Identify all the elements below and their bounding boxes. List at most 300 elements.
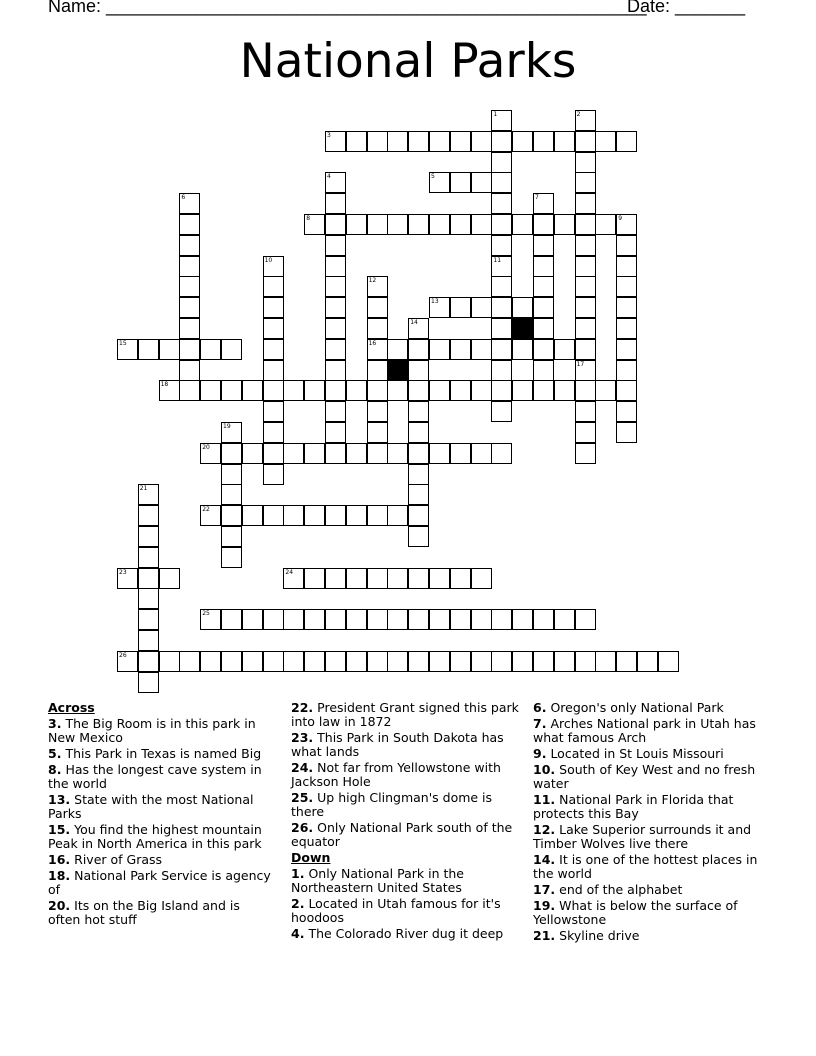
crossword-cell[interactable] bbox=[304, 380, 325, 401]
crossword-cell[interactable] bbox=[179, 360, 200, 381]
crossword-cell[interactable] bbox=[408, 464, 429, 485]
crossword-cell[interactable] bbox=[471, 651, 492, 672]
crossword-cell[interactable] bbox=[575, 297, 596, 318]
crossword-cell[interactable] bbox=[575, 131, 596, 152]
crossword-cell[interactable] bbox=[387, 443, 408, 464]
crossword-cell[interactable] bbox=[221, 651, 242, 672]
crossword-cell[interactable] bbox=[616, 339, 637, 360]
crossword-cell[interactable] bbox=[263, 297, 284, 318]
crossword-cell[interactable] bbox=[242, 651, 263, 672]
crossword-cell[interactable] bbox=[491, 256, 512, 277]
crossword-cell[interactable] bbox=[387, 568, 408, 589]
crossword-cell[interactable] bbox=[325, 131, 346, 152]
crossword-cell[interactable] bbox=[575, 235, 596, 256]
crossword-cell[interactable] bbox=[159, 568, 180, 589]
crossword-cell[interactable] bbox=[471, 172, 492, 193]
crossword-cell[interactable] bbox=[491, 110, 512, 131]
crossword-cell[interactable] bbox=[429, 131, 450, 152]
crossword-cell[interactable] bbox=[325, 380, 346, 401]
crossword-cell[interactable] bbox=[387, 651, 408, 672]
clue-across-26: 26. Only National Park south of the equator bbox=[291, 820, 513, 849]
clue-down-11: 11. National Park in Florida that protects this Bay bbox=[533, 792, 734, 821]
clue-number: 4 bbox=[327, 173, 331, 181]
clue-across-20: 20. Its on the Big Island and is often hot stuff bbox=[48, 898, 240, 927]
crossword-cell[interactable] bbox=[616, 380, 637, 401]
crossword-cell[interactable] bbox=[533, 380, 554, 401]
crossword-cell[interactable] bbox=[304, 214, 325, 235]
crossword-cell[interactable] bbox=[263, 339, 284, 360]
crossword-cell[interactable] bbox=[263, 401, 284, 422]
crossword-cell[interactable] bbox=[304, 568, 325, 589]
crossword-cell[interactable] bbox=[575, 152, 596, 173]
crossword-cell[interactable] bbox=[221, 422, 242, 443]
crossword-cell[interactable] bbox=[200, 380, 221, 401]
crossword-cell[interactable] bbox=[346, 214, 367, 235]
crossword-cell[interactable] bbox=[325, 443, 346, 464]
clue-across-8: 8. Has the longest cave system in the world bbox=[48, 762, 262, 791]
name-line[interactable]: Name: ______________________________________________________ bbox=[48, 0, 647, 16]
clue-across-15: 15. You find the highest mountain Peak in North America in this park bbox=[48, 822, 262, 851]
crossword-cell[interactable] bbox=[533, 193, 554, 214]
crossword-cell[interactable] bbox=[221, 526, 242, 547]
crossword-cell[interactable] bbox=[595, 214, 616, 235]
crossword-cell[interactable] bbox=[408, 484, 429, 505]
crossword-cell[interactable] bbox=[491, 401, 512, 422]
crossword-cell[interactable] bbox=[159, 380, 180, 401]
crossword-cell[interactable] bbox=[283, 609, 304, 630]
crossword-cell[interactable] bbox=[616, 276, 637, 297]
crossword-cell[interactable] bbox=[325, 193, 346, 214]
crossword-cell[interactable] bbox=[283, 568, 304, 589]
crossword-cell[interactable] bbox=[200, 339, 221, 360]
clue-down-12: 12. Lake Superior surrounds it and Timber Wolves live there bbox=[533, 822, 752, 851]
crossword-cell[interactable] bbox=[533, 318, 554, 339]
crossword-cell[interactable] bbox=[263, 276, 284, 297]
crossword-cell[interactable] bbox=[554, 380, 575, 401]
crossword-cell[interactable] bbox=[533, 256, 554, 277]
crossword-cell[interactable] bbox=[512, 609, 533, 630]
crossword-cell[interactable] bbox=[325, 422, 346, 443]
crossword-cell[interactable] bbox=[138, 609, 159, 630]
crossword-cell[interactable] bbox=[491, 235, 512, 256]
crossword-cell[interactable] bbox=[408, 568, 429, 589]
crossword-cell[interactable] bbox=[304, 443, 325, 464]
crossword-cell[interactable] bbox=[367, 318, 388, 339]
clue-number: 12 bbox=[368, 277, 377, 285]
crossword-cell[interactable] bbox=[325, 214, 346, 235]
crossword-cell[interactable] bbox=[159, 339, 180, 360]
crossword-cell[interactable] bbox=[325, 505, 346, 526]
clue-number: 15 bbox=[119, 339, 127, 347]
crossword-cell[interactable] bbox=[408, 505, 429, 526]
crossword-cell[interactable] bbox=[554, 214, 575, 235]
crossword-cell[interactable] bbox=[367, 422, 388, 443]
crossword-cell[interactable] bbox=[575, 172, 596, 193]
crossword-cell[interactable] bbox=[512, 339, 533, 360]
crossword-cell[interactable] bbox=[179, 339, 200, 360]
crossword-cell[interactable] bbox=[325, 339, 346, 360]
crossword-cell[interactable] bbox=[533, 651, 554, 672]
crossword-cell[interactable] bbox=[616, 651, 637, 672]
crossword-cell[interactable] bbox=[512, 297, 533, 318]
crossword-cell[interactable] bbox=[533, 297, 554, 318]
crossword-cell[interactable] bbox=[325, 318, 346, 339]
clue-number: 8 bbox=[306, 215, 311, 222]
crossword-cell[interactable] bbox=[138, 505, 159, 526]
crossword-cell[interactable] bbox=[408, 318, 429, 339]
crossword-cell[interactable] bbox=[138, 588, 159, 609]
crossword-cell[interactable] bbox=[575, 443, 596, 464]
crossword-cell[interactable] bbox=[575, 609, 596, 630]
crossword-cell[interactable] bbox=[450, 172, 471, 193]
crossword-cell[interactable] bbox=[242, 443, 263, 464]
clue-down-21: 21. Skyline drive bbox=[533, 928, 640, 943]
crossword-cell[interactable] bbox=[325, 297, 346, 318]
crossword-cell[interactable] bbox=[408, 380, 429, 401]
crossword-cell[interactable] bbox=[533, 609, 554, 630]
crossword-cell[interactable] bbox=[263, 256, 284, 277]
crossword-cell[interactable] bbox=[575, 422, 596, 443]
crossword-cell[interactable] bbox=[616, 297, 637, 318]
crossword-cell[interactable] bbox=[179, 235, 200, 256]
crossword-cell[interactable] bbox=[138, 547, 159, 568]
crossword-cell[interactable] bbox=[263, 380, 284, 401]
crossword-cell[interactable] bbox=[179, 256, 200, 277]
crossword-cell[interactable] bbox=[533, 131, 554, 152]
crossword-cell[interactable] bbox=[367, 443, 388, 464]
crossword-cell[interactable] bbox=[367, 339, 388, 360]
crossword-cell[interactable] bbox=[450, 339, 471, 360]
crossword-cell[interactable] bbox=[554, 339, 575, 360]
crossword-cell[interactable] bbox=[491, 443, 512, 464]
crossword-cell[interactable] bbox=[408, 443, 429, 464]
crossword-cell[interactable] bbox=[179, 651, 200, 672]
clue-down-4: 4. The Colorado River dug it deep bbox=[291, 926, 504, 941]
crossword-cell[interactable] bbox=[429, 568, 450, 589]
clue-down-6: 6. Oregon's only National Park bbox=[533, 700, 724, 715]
crossword-cell[interactable] bbox=[491, 380, 512, 401]
clue-column-1 bbox=[48, 700, 273, 929]
crossword-cell[interactable] bbox=[200, 651, 221, 672]
crossword-cell[interactable] bbox=[512, 651, 533, 672]
crossword-cell[interactable] bbox=[263, 651, 284, 672]
crossword-cell[interactable] bbox=[117, 568, 138, 589]
crossword-cell[interactable] bbox=[491, 172, 512, 193]
crossword-cell[interactable] bbox=[179, 276, 200, 297]
crossword-cell[interactable] bbox=[346, 609, 367, 630]
crossword-cell[interactable] bbox=[616, 401, 637, 422]
crossword-cell[interactable] bbox=[367, 401, 388, 422]
crossword-cell[interactable] bbox=[221, 339, 242, 360]
crossword-cell[interactable] bbox=[408, 360, 429, 381]
crossword-cell[interactable] bbox=[491, 276, 512, 297]
crossword-cell[interactable] bbox=[325, 609, 346, 630]
clue-number: 3 bbox=[327, 131, 331, 139]
crossword-cell[interactable] bbox=[491, 131, 512, 152]
crossword-cell[interactable] bbox=[450, 443, 471, 464]
crossword-cell[interactable] bbox=[179, 193, 200, 214]
crossword-cell[interactable] bbox=[575, 214, 596, 235]
crossword-cell[interactable] bbox=[325, 276, 346, 297]
crossword-cell[interactable] bbox=[117, 651, 138, 672]
crossword-cell[interactable] bbox=[304, 505, 325, 526]
crossword-cell[interactable] bbox=[283, 505, 304, 526]
crossword-cell[interactable] bbox=[367, 360, 388, 381]
crossword-cell[interactable] bbox=[138, 484, 159, 505]
crossword-cell[interactable] bbox=[387, 131, 408, 152]
clue-across-5: 5. This Park in Texas is named Big bbox=[48, 746, 262, 761]
crossword-cell[interactable] bbox=[429, 297, 450, 318]
crossword-cell[interactable] bbox=[138, 526, 159, 547]
crossword-cell[interactable] bbox=[408, 609, 429, 630]
crossword-cell[interactable] bbox=[450, 214, 471, 235]
crossword-cell[interactable] bbox=[575, 401, 596, 422]
crossword-cell[interactable] bbox=[429, 214, 450, 235]
crossword-cell[interactable] bbox=[471, 339, 492, 360]
crossword-cell[interactable] bbox=[117, 339, 138, 360]
crossword-cell[interactable] bbox=[491, 152, 512, 173]
down-heading: Down bbox=[291, 850, 331, 865]
crossword-cell[interactable] bbox=[554, 131, 575, 152]
crossword-cell[interactable] bbox=[575, 256, 596, 277]
crossword-cell[interactable] bbox=[221, 547, 242, 568]
clue-number: 21 bbox=[139, 485, 148, 493]
clue-down-14: 14. It is one of the hottest places in the world bbox=[533, 852, 758, 881]
crossword-cell[interactable] bbox=[408, 339, 429, 360]
clue-number: 25 bbox=[202, 610, 210, 618]
crossword-cell[interactable] bbox=[450, 609, 471, 630]
crossword-cell[interactable] bbox=[595, 651, 616, 672]
crossword-cell[interactable] bbox=[491, 339, 512, 360]
clue-down-19: 19. What is below the surface of Yellowstone bbox=[533, 898, 738, 927]
clue-down-9: 9. Located in St Louis Missouri bbox=[533, 746, 724, 761]
crossword-cell[interactable] bbox=[429, 609, 450, 630]
crossword-cell[interactable] bbox=[533, 214, 554, 235]
crossword-cell[interactable] bbox=[138, 672, 159, 693]
crossword-cell[interactable] bbox=[575, 276, 596, 297]
crossword-cell[interactable] bbox=[346, 505, 367, 526]
crossword-cell[interactable] bbox=[325, 568, 346, 589]
clue-down-1: 1. Only National Park in the Northeastern United States bbox=[291, 866, 464, 895]
crossword-cell[interactable] bbox=[637, 651, 658, 672]
crossword-cell[interactable] bbox=[325, 256, 346, 277]
clue-number: 2 bbox=[576, 111, 581, 118]
crossword-cell[interactable] bbox=[179, 318, 200, 339]
crossword-cell[interactable] bbox=[491, 609, 512, 630]
crossword-cell[interactable] bbox=[450, 380, 471, 401]
crossword-cell[interactable] bbox=[138, 630, 159, 651]
clue-number: 18 bbox=[160, 381, 169, 389]
crossword-cell[interactable] bbox=[429, 380, 450, 401]
crossword-cell[interactable] bbox=[367, 131, 388, 152]
crossword-cell[interactable] bbox=[221, 609, 242, 630]
crossword-cell[interactable] bbox=[533, 360, 554, 381]
crossword-cell[interactable] bbox=[179, 297, 200, 318]
clue-number: 26 bbox=[119, 651, 127, 659]
crossword-cell[interactable] bbox=[450, 297, 471, 318]
crossword-cell[interactable] bbox=[595, 131, 616, 152]
crossword-cell[interactable] bbox=[325, 235, 346, 256]
black-square bbox=[512, 318, 533, 339]
date-line[interactable]: Date: _______ bbox=[627, 0, 746, 16]
crossword-cell[interactable] bbox=[471, 609, 492, 630]
crossword-cell[interactable] bbox=[367, 214, 388, 235]
crossword-cell[interactable] bbox=[346, 568, 367, 589]
crossword-cell[interactable] bbox=[367, 651, 388, 672]
crossword-cell[interactable] bbox=[283, 443, 304, 464]
crossword-cell[interactable] bbox=[491, 360, 512, 381]
crossword-cell[interactable] bbox=[138, 339, 159, 360]
crossword-cell[interactable] bbox=[533, 276, 554, 297]
crossword-cell[interactable] bbox=[367, 276, 388, 297]
clue-number: 19 bbox=[223, 423, 231, 430]
clue-down-2: 2. Located in Utah famous for it's hoodoos bbox=[291, 896, 501, 925]
crossword-cell[interactable] bbox=[429, 172, 450, 193]
crossword-cell[interactable] bbox=[346, 380, 367, 401]
crossword-cell[interactable] bbox=[263, 464, 284, 485]
crossword-cell[interactable] bbox=[471, 443, 492, 464]
crossword-cell[interactable] bbox=[387, 505, 408, 526]
crossword-cell[interactable] bbox=[408, 214, 429, 235]
crossword-cell[interactable] bbox=[367, 609, 388, 630]
crossword-cell[interactable] bbox=[429, 443, 450, 464]
crossword-cell[interactable] bbox=[200, 609, 221, 630]
crossword-cell[interactable] bbox=[450, 568, 471, 589]
crossword-cell[interactable] bbox=[304, 651, 325, 672]
crossword-cell[interactable] bbox=[408, 526, 429, 547]
crossword-cell[interactable] bbox=[512, 214, 533, 235]
crossword-cell[interactable] bbox=[367, 568, 388, 589]
crossword-cell[interactable] bbox=[616, 256, 637, 277]
crossword-cell[interactable] bbox=[387, 214, 408, 235]
crossword-cell[interactable] bbox=[491, 318, 512, 339]
crossword-cell[interactable] bbox=[346, 443, 367, 464]
crossword-cell[interactable] bbox=[325, 172, 346, 193]
crossword-cell[interactable] bbox=[616, 131, 637, 152]
crossword-cell[interactable] bbox=[221, 484, 242, 505]
crossword-cell[interactable] bbox=[387, 380, 408, 401]
crossword-cell[interactable] bbox=[450, 131, 471, 152]
clue-column-3 bbox=[533, 700, 768, 945]
crossword-cell[interactable] bbox=[616, 214, 637, 235]
crossword-cell[interactable] bbox=[221, 464, 242, 485]
crossword-cell[interactable] bbox=[138, 651, 159, 672]
crossword-cell[interactable] bbox=[138, 568, 159, 589]
crossword-cell[interactable] bbox=[346, 651, 367, 672]
crossword-cell[interactable] bbox=[471, 214, 492, 235]
crossword-cell[interactable] bbox=[304, 609, 325, 630]
crossword-cell[interactable] bbox=[263, 505, 284, 526]
crossword-cell[interactable] bbox=[533, 235, 554, 256]
clue-number: 6 bbox=[181, 194, 186, 202]
crossword-cell[interactable] bbox=[450, 651, 471, 672]
crossword-cell[interactable] bbox=[408, 401, 429, 422]
crossword-cell[interactable] bbox=[263, 318, 284, 339]
clue-down-17: 17. end of the alphabet bbox=[533, 882, 683, 897]
crossword-cell[interactable] bbox=[221, 443, 242, 464]
crossword-cell[interactable] bbox=[575, 193, 596, 214]
crossword-cell[interactable] bbox=[616, 422, 637, 443]
crossword-cell[interactable] bbox=[283, 380, 304, 401]
clue-number: 23 bbox=[119, 568, 127, 576]
crossword-cell[interactable] bbox=[367, 297, 388, 318]
crossword-cell[interactable] bbox=[658, 651, 679, 672]
crossword-cell[interactable] bbox=[387, 609, 408, 630]
crossword-cell[interactable] bbox=[575, 360, 596, 381]
crossword-cell[interactable] bbox=[325, 360, 346, 381]
crossword-cell[interactable] bbox=[533, 339, 554, 360]
crossword-cell[interactable] bbox=[491, 297, 512, 318]
crossword-cell[interactable] bbox=[575, 110, 596, 131]
crossword-cell[interactable] bbox=[471, 131, 492, 152]
crossword-cell[interactable] bbox=[263, 360, 284, 381]
crossword-cell[interactable] bbox=[471, 297, 492, 318]
crossword-cell[interactable] bbox=[179, 380, 200, 401]
clue-number: 9 bbox=[618, 215, 623, 222]
crossword-cell[interactable] bbox=[491, 193, 512, 214]
clue-across-24: 24. Not far from Yellowstone with Jackson Hole bbox=[291, 760, 501, 789]
crossword-cell[interactable] bbox=[471, 380, 492, 401]
clue-number: 17 bbox=[576, 360, 585, 368]
clue-number: 22 bbox=[202, 506, 210, 514]
crossword-cell[interactable] bbox=[408, 131, 429, 152]
crossword-cell[interactable] bbox=[263, 422, 284, 443]
crossword-cell[interactable] bbox=[575, 651, 596, 672]
crossword-cell[interactable] bbox=[263, 443, 284, 464]
crossword-cell[interactable] bbox=[575, 318, 596, 339]
clue-across-18: 18. National Park Service is agency of bbox=[48, 868, 271, 897]
crossword-cell[interactable] bbox=[242, 505, 263, 526]
crossword-cell[interactable] bbox=[429, 651, 450, 672]
crossword-cell[interactable] bbox=[221, 380, 242, 401]
crossword-cell[interactable] bbox=[387, 339, 408, 360]
crossword-cell[interactable] bbox=[367, 505, 388, 526]
crossword-cell[interactable] bbox=[346, 131, 367, 152]
crossword-cell[interactable] bbox=[512, 380, 533, 401]
crossword-cell[interactable] bbox=[221, 505, 242, 526]
clue-across-13: 13. State with the most National Parks bbox=[48, 792, 254, 821]
crossword-cell[interactable] bbox=[554, 651, 575, 672]
crossword-cell[interactable] bbox=[616, 318, 637, 339]
clue-across-3: 3. The Big Room is in this park in New Mexico bbox=[48, 716, 256, 745]
crossword-cell[interactable] bbox=[616, 360, 637, 381]
crossword-cell[interactable] bbox=[554, 609, 575, 630]
crossword-cell[interactable] bbox=[429, 339, 450, 360]
crossword-cell[interactable] bbox=[200, 443, 221, 464]
crossword-cell[interactable] bbox=[325, 401, 346, 422]
crossword-cell[interactable] bbox=[159, 651, 180, 672]
crossword-cell[interactable] bbox=[408, 422, 429, 443]
crossword-cell[interactable] bbox=[325, 651, 346, 672]
clue-across-16: 16. River of Grass bbox=[48, 852, 163, 867]
crossword-cell[interactable] bbox=[200, 505, 221, 526]
crossword-cell[interactable] bbox=[616, 235, 637, 256]
crossword-cell[interactable] bbox=[242, 380, 263, 401]
crossword-cell[interactable] bbox=[242, 609, 263, 630]
crossword-cell[interactable] bbox=[263, 609, 284, 630]
crossword-cell[interactable] bbox=[575, 339, 596, 360]
crossword-cell[interactable] bbox=[283, 651, 304, 672]
crossword-cell[interactable] bbox=[595, 380, 616, 401]
crossword-cell[interactable] bbox=[179, 214, 200, 235]
crossword-cell[interactable] bbox=[367, 380, 388, 401]
crossword-cell[interactable] bbox=[408, 651, 429, 672]
crossword-cell[interactable] bbox=[491, 651, 512, 672]
crossword-cell[interactable] bbox=[471, 568, 492, 589]
crossword-cell[interactable] bbox=[512, 131, 533, 152]
crossword-cell[interactable] bbox=[491, 214, 512, 235]
crossword-cell[interactable] bbox=[575, 380, 596, 401]
